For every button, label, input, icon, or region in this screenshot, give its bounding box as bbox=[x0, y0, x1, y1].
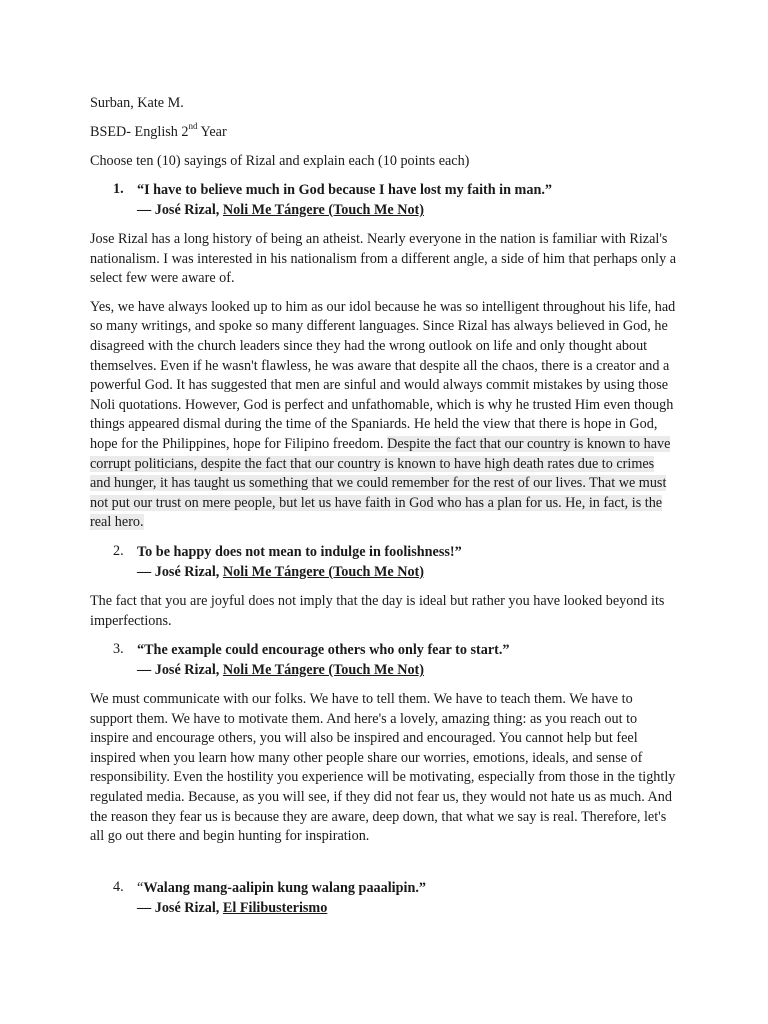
saying-number: 3. bbox=[113, 641, 124, 658]
blank-line bbox=[90, 856, 678, 878]
highlighted-text: Despite the fact that our country is known to have corrupt politicians, despite the fact that our country is known to have high death rates due to crimes and hunger, it has taught us something that we could remember for the rest of our lives. That we must not put our trust on mere people, but let us have faith in God who has a plan for us. He, in fact, is the real hero. bbox=[90, 435, 671, 531]
attribution-author: — José Rizal, bbox=[137, 202, 223, 218]
saying-attribution bbox=[137, 200, 678, 220]
attribution-author: — José Rizal, bbox=[137, 563, 223, 580]
saying-1 bbox=[90, 180, 678, 220]
saying-quote bbox=[137, 878, 678, 898]
explanation-paragraph: Jose Rizal has a long history of being an atheist. Nearly everyone in the nation is familiar with Rizal's nationalism. I was interested in his nationalism from a different angle, a side of him that perhaps only a select few were aware of. bbox=[90, 231, 677, 287]
attribution-author: — José Rizal, bbox=[137, 662, 223, 679]
saying-3 bbox=[90, 640, 678, 680]
saying-attribution bbox=[137, 660, 678, 680]
saying-quote: To be happy does not mean to indulge in foolishness!” bbox=[137, 543, 462, 560]
open-quote-mark: “ bbox=[137, 879, 144, 896]
explanation-paragraph bbox=[90, 298, 678, 533]
course-superscript: nd bbox=[188, 121, 198, 132]
explanation-paragraph: The fact that you are joyful does not imply that the day is ideal but rather you have looked beyond its imperfections. bbox=[90, 592, 665, 629]
attribution-author: — José Rizal, bbox=[137, 899, 223, 916]
saying-number: 2. bbox=[113, 542, 124, 559]
attribution-source: El Filibusterismo bbox=[222, 899, 328, 916]
saying-number: 1. bbox=[113, 181, 124, 197]
saying-attribution bbox=[137, 898, 678, 918]
saying-4 bbox=[90, 878, 678, 918]
attribution-source: Noli Me Tángere (Touch Me Not) bbox=[222, 202, 425, 218]
paragraph-text: Yes, we have always looked up to him as our idol because he was so intelligent throughout his life, had so many writings, and spoke so many different languages. Since Rizal has always believed in God, he disagreed with the church leaders since they had the wrong outlook on life and only thought about themselves. Even if he wasn't flawless, he was aware that despite all the chaos, there is a creator and a powerful God. It has suggested that men are sinful and would always commit mistakes by using those Noli quotations. However, God is perfect and unfathomable, which is why he trusted Him even though things appeared dismal during the time of the Spaniards. He held the view that there is hope in God, hope for the Philippines, hope for Filipino freedom. bbox=[90, 298, 676, 452]
saying-quote: “The example could encourage others who only fear to start.” bbox=[137, 642, 510, 659]
saying-attribution bbox=[137, 562, 678, 582]
attribution-source: Noli Me Tángere (Touch Me Not) bbox=[222, 563, 425, 580]
saying-2 bbox=[90, 542, 678, 582]
course-prefix: BSED- English 2 bbox=[90, 124, 189, 140]
quote-text: Walang mang-aalipin kung walang paaalipin.” bbox=[143, 879, 426, 896]
saying-number: 4. bbox=[113, 878, 124, 895]
task-instructions: Choose ten (10) sayings of Rizal and explain each (10 points each) bbox=[90, 153, 470, 169]
saying-quote: “I have to believe much in God because I have lost my faith in man.” bbox=[137, 182, 552, 198]
student-name: Surban, Kate M. bbox=[90, 95, 184, 111]
attribution-source: Noli Me Tángere (Touch Me Not) bbox=[222, 662, 425, 679]
explanation-paragraph: We must communicate with our folks. We have to tell them. We have to teach them. We have to support them. We have to motivate them. And here's a lovely, amazing thing: as you reach out to inspire and encourage others, you will also be inspired and encouraged. You cannot help but feel inspired when you learn how many other people share our worries, emotions, ideals, and sense of responsibility. Even the hostility you experience will be motivating, especially from those in the tightly regulated media. Because, as you will see, if they did not fear us, they would not hate us as much. And the reason they fear us is because they are aware, deep down, that what we say is real. Therefore, let's all go out there and begin hunting for inspiration. bbox=[90, 691, 676, 845]
course-suffix: Year bbox=[197, 124, 227, 140]
course-line bbox=[90, 122, 678, 142]
